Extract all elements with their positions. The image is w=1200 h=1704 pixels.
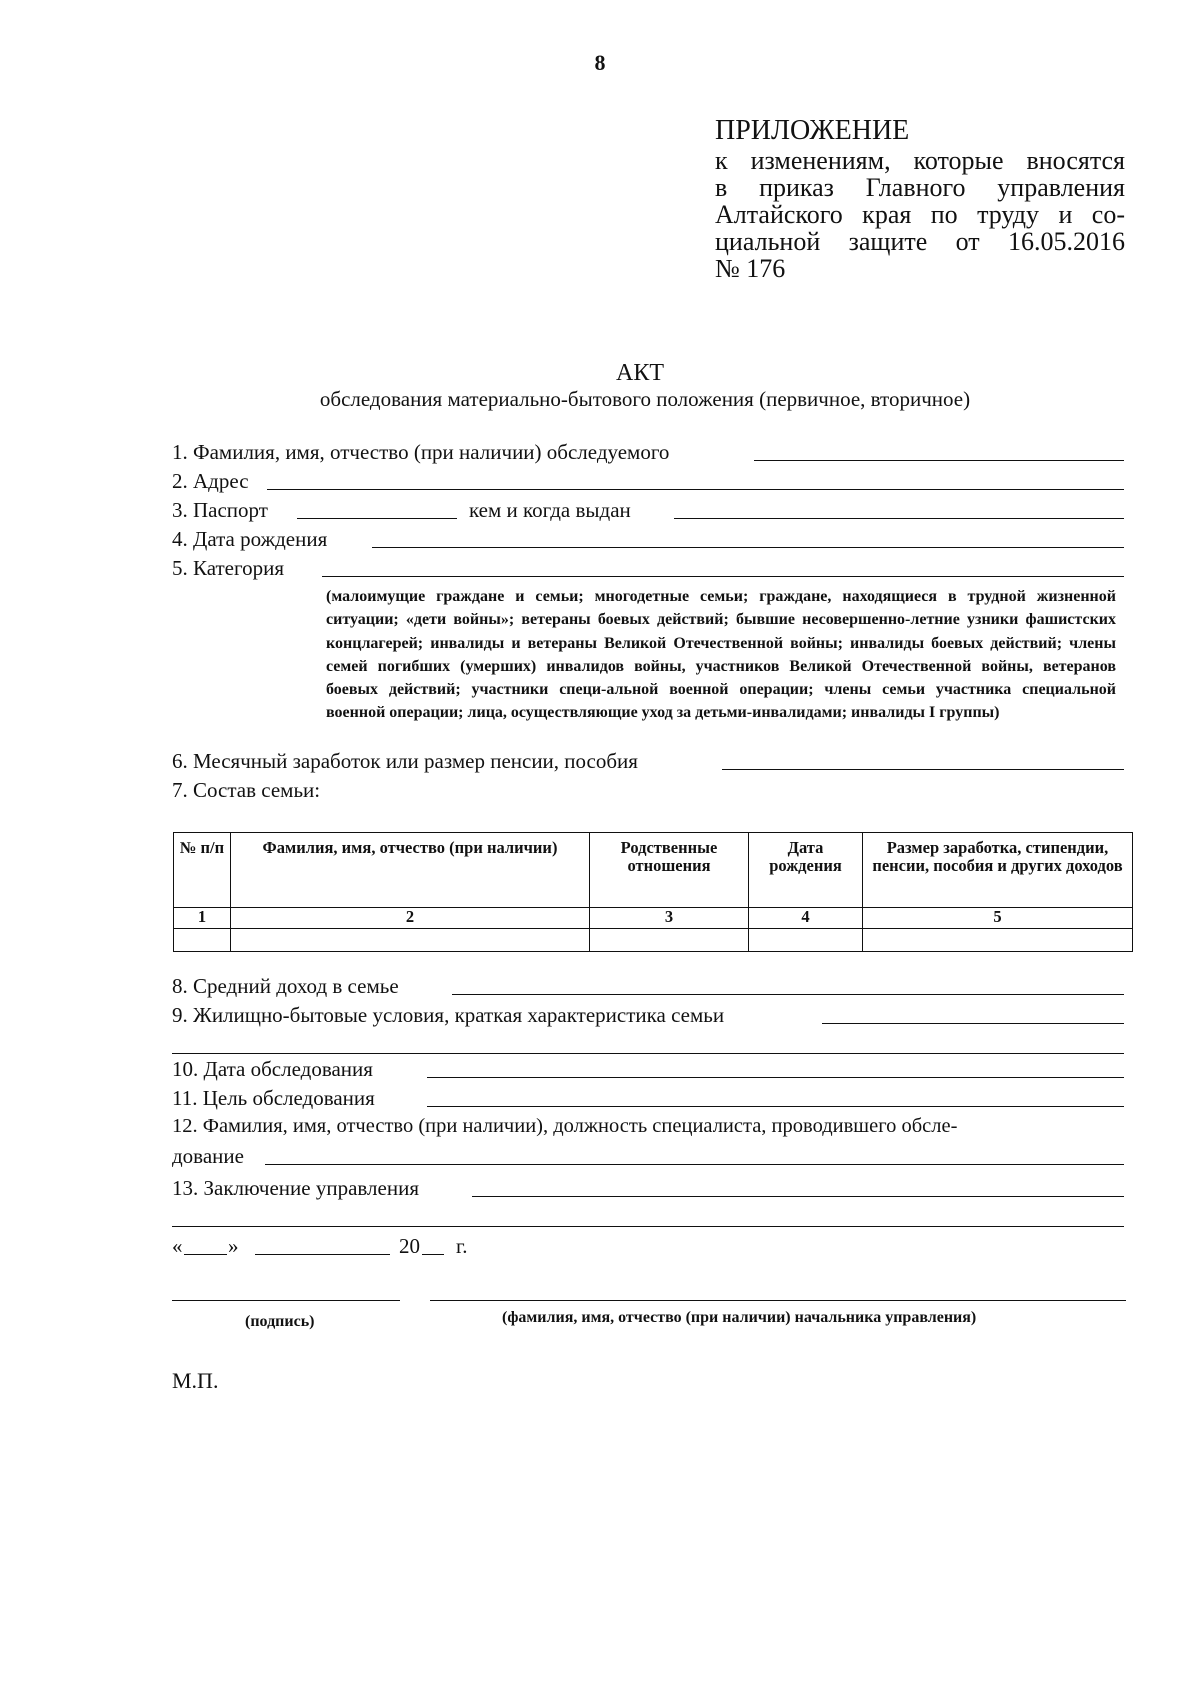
- table-header-row: [174, 833, 1133, 908]
- field-birth-date-label: 4. Дата рождения: [172, 527, 328, 551]
- table-row: [174, 929, 1133, 952]
- living-conditions-extra-line[interactable]: [172, 1053, 1124, 1054]
- table-number-cell: 4: [749, 908, 863, 929]
- field-category-input[interactable]: [322, 576, 1124, 577]
- field-conclusion-label: 13. Заключение управления: [172, 1176, 419, 1200]
- field-survey-purpose-input[interactable]: [427, 1106, 1124, 1107]
- field-category-label: 5. Категория: [172, 556, 284, 580]
- field-full-name: [172, 440, 1122, 468]
- field-specialist-label-cont: дование: [172, 1144, 244, 1168]
- field-specialist-label: 12. Фамилия, имя, отчество (при наличии), должность специалиста, проводившего обсле-: [172, 1115, 958, 1137]
- field-income-label: 6. Месячный заработок или размер пенсии, пособия: [172, 749, 638, 773]
- date-year-suffix: г.: [456, 1234, 468, 1258]
- signature-line[interactable]: [172, 1300, 400, 1301]
- field-passport-label: 3. Паспорт: [172, 498, 268, 522]
- date-day-input[interactable]: [184, 1254, 227, 1255]
- field-specialist: [172, 1115, 1122, 1143]
- field-passport-issued-input[interactable]: [674, 518, 1124, 519]
- table-cell[interactable]: [590, 929, 749, 952]
- stamp-place: М.П.: [172, 1368, 219, 1393]
- field-passport-issued-label: кем и когда выдан: [469, 498, 631, 522]
- field-conclusion: [172, 1176, 1122, 1204]
- field-full-name-input[interactable]: [754, 460, 1124, 461]
- date-close-quote: »: [228, 1234, 239, 1258]
- field-passport: [172, 498, 1122, 526]
- date-year-input[interactable]: [422, 1254, 444, 1255]
- appendix-line: к изменениям, которые вносятся: [715, 146, 1125, 175]
- appendix-block: [715, 115, 1125, 282]
- field-birth-date: [172, 527, 1122, 555]
- act-title: АКТ: [616, 360, 664, 386]
- table-number-row: [174, 908, 1133, 929]
- table-header-cell: № п/п: [174, 833, 231, 908]
- field-living-conditions: [172, 1003, 1122, 1031]
- field-family-composition: [172, 778, 1122, 806]
- page-number: 8: [594, 50, 606, 75]
- field-average-income-input[interactable]: [452, 994, 1124, 995]
- table-cell[interactable]: [749, 929, 863, 952]
- date-month-input[interactable]: [255, 1254, 390, 1255]
- field-address: [172, 469, 1122, 497]
- field-specialist-input[interactable]: [265, 1164, 1124, 1165]
- field-income-input[interactable]: [722, 769, 1124, 770]
- field-survey-date: [172, 1057, 1122, 1085]
- table-number-cell: 1: [174, 908, 231, 929]
- field-income: [172, 749, 1122, 777]
- table-number-cell: 3: [590, 908, 749, 929]
- table-number-cell: 5: [863, 908, 1133, 929]
- field-address-input[interactable]: [267, 489, 1124, 490]
- field-address-label: 2. Адрес: [172, 469, 249, 493]
- act-subtitle: обследования материально-бытового положения (первичное, вторичное): [319, 387, 971, 411]
- appendix-title: ПРИЛОЖЕНИЕ: [715, 115, 910, 146]
- appendix-line: № 176: [715, 254, 786, 283]
- field-survey-purpose: [172, 1086, 1122, 1114]
- field-full-name-label: 1. Фамилия, имя, отчество (при наличии) обследуемого: [172, 440, 670, 464]
- conclusion-extra-line[interactable]: [172, 1226, 1124, 1227]
- appendix-line: циальной защите от 16.05.2016: [715, 227, 1125, 256]
- field-average-income-label: 8. Средний доход в семье: [172, 974, 399, 998]
- table-header-cell: Дата рождения: [749, 833, 863, 908]
- field-birth-date-input[interactable]: [372, 547, 1124, 548]
- field-specialist-cont: [172, 1144, 1122, 1172]
- date-year-prefix: 20: [399, 1234, 420, 1258]
- field-survey-purpose-label: 11. Цель обследования: [172, 1086, 375, 1110]
- table-header-cell: Фамилия, имя, отчество (при наличии): [231, 833, 590, 908]
- field-living-conditions-label: 9. Жилищно-бытовые условия, краткая характеристика семьи: [172, 1003, 725, 1027]
- table-cell[interactable]: [863, 929, 1133, 952]
- field-survey-date-input[interactable]: [427, 1077, 1124, 1078]
- field-conclusion-input[interactable]: [472, 1196, 1124, 1197]
- date-open-quote: «: [172, 1234, 183, 1258]
- date-row: [172, 1234, 572, 1262]
- field-category: [172, 556, 1122, 584]
- appendix-line: в приказ Главного управления: [715, 173, 1125, 202]
- appendix-line: Алтайского края по труду и со-: [715, 200, 1125, 229]
- signature-caption: (подпись): [245, 1313, 315, 1330]
- family-table: [173, 832, 1133, 952]
- field-living-conditions-input[interactable]: [822, 1023, 1124, 1024]
- table-header-cell: Размер заработка, стипендии, пенсии, пособия и других доходов: [863, 833, 1133, 908]
- table-cell[interactable]: [231, 929, 590, 952]
- field-survey-date-label: 10. Дата обследования: [172, 1057, 373, 1081]
- table-header-cell: Родственные отношения: [590, 833, 749, 908]
- category-note: (малоимущие граждане и семьи; многодетные семьи; граждане, находящиеся в трудной жизненной ситуации; «дети войны»; ветераны боевых действий; бывшие несовершенно-летние узники фашистских концлагерей; инвалиды и ветераны Великой Отечественной войны; инвалиды боевых действий; члены семей погибших (умерших) инвалидов войны, участников Великой Отечественной войны, ветеранов боевых действий; участники специ-альной военной операции; члены семьи участника специальной военной операции; лица, осуществляющие уход за детьми-инвалидами; инвалиды I группы): [326, 588, 1116, 722]
- field-family-composition-label: 7. Состав семьи:: [172, 778, 321, 802]
- head-name-line[interactable]: [430, 1300, 1126, 1301]
- table-cell[interactable]: [174, 929, 231, 952]
- field-average-income: [172, 974, 1122, 1002]
- head-name-caption: (фамилия, имя, отчество (при наличии) начальника управления): [502, 1309, 977, 1326]
- table-number-cell: 2: [231, 908, 590, 929]
- field-passport-number-input[interactable]: [297, 518, 457, 519]
